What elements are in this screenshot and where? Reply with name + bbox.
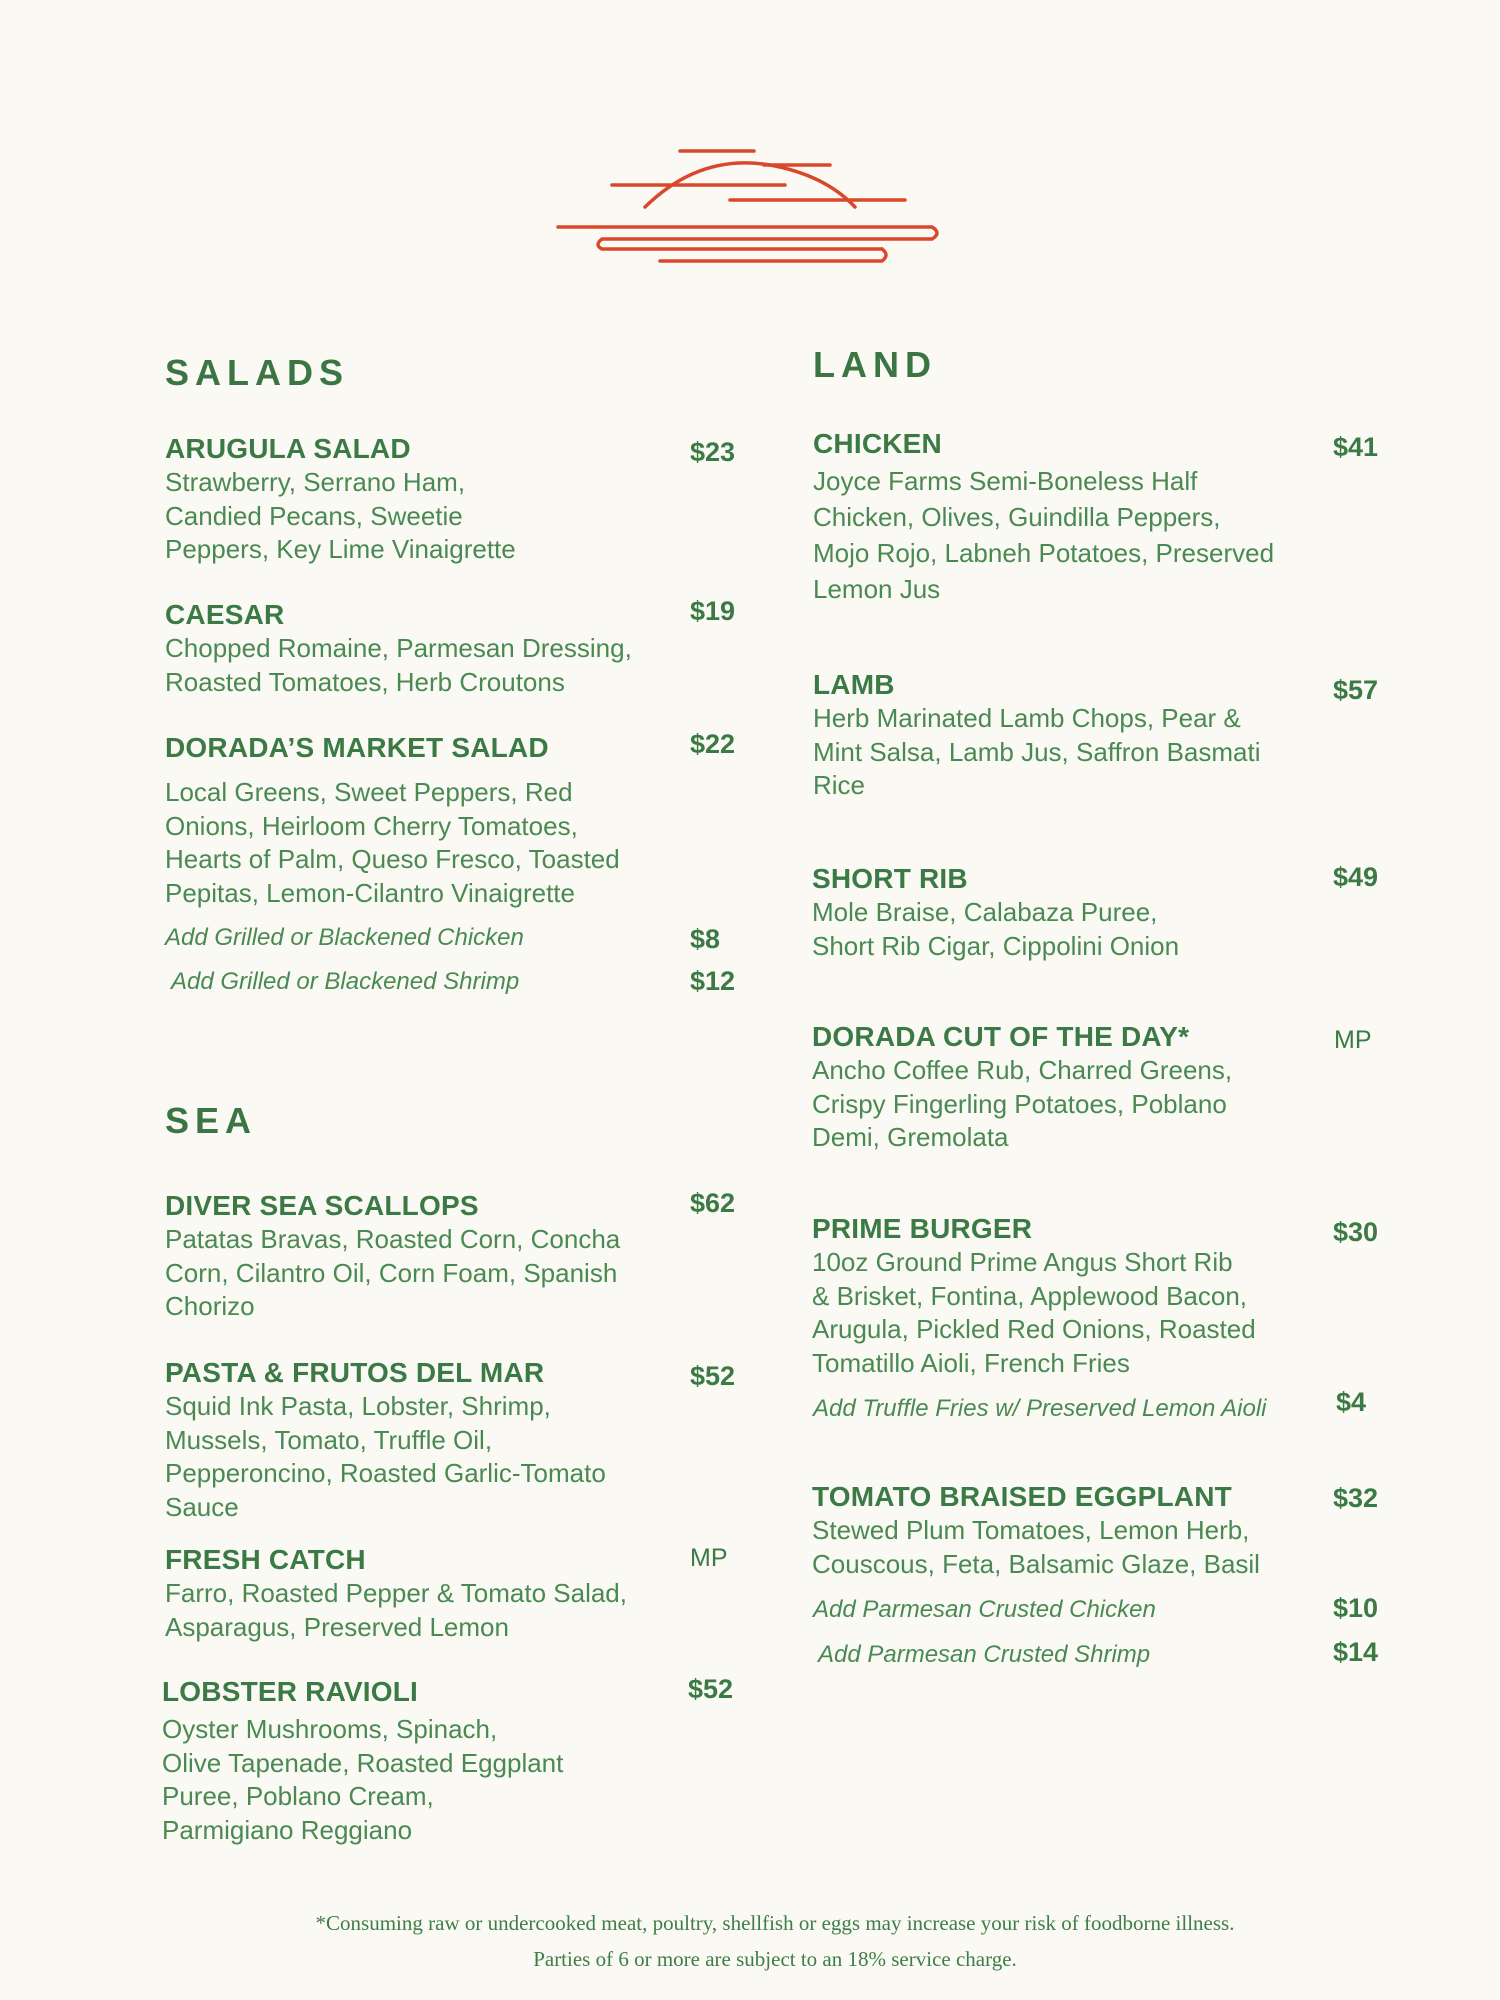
addon-price: $12 [690,966,736,996]
menu-item-lobster-ravioli [162,1675,682,1847]
menu-item-diver-sea-scallops [165,1189,685,1324]
menu-item-prime-burger [812,1212,1332,1380]
item-name: DORADA CUT OF THE DAY* [812,1021,1190,1052]
menu-item-pasta-frutos-del-mar [165,1356,685,1524]
menu-item-caesar [165,598,685,699]
item-name: SHORT RIB [812,863,968,894]
menu-item-dorada-cut-of-the-day [812,1020,1332,1155]
footer-foodborne-warning: *Consuming raw or undercooked meat, poultry, shellfish or eggs may increase your risk of foodborne illness. [315,1911,1235,1935]
menu-item-tomato-braised-eggplant [812,1480,1332,1581]
item-price: $62 [690,1188,736,1218]
menu-item-short-rib [812,862,1332,963]
addon-price: $14 [1333,1637,1379,1667]
addon-truffle-fries: Add Truffle Fries w/ Preserved Lemon Aioli [813,1395,1267,1422]
section-title-salads: SALADS [165,352,350,393]
section-title-sea: SEA [165,1100,258,1141]
footer-service-charge: Parties of 6 or more are subject to an 18% service charge. [533,1947,1017,1971]
addon-parmesan-chicken: Add Parmesan Crusted Chicken [813,1596,1156,1623]
item-price: $22 [690,729,736,759]
item-name: CAESAR [165,599,285,630]
item-description: Ancho Coffee Rub, Charred Greens, Crispy Fingerling Potatoes, Poblano Demi, Gremolata [812,1055,1233,1152]
addon-price: $8 [690,924,721,954]
item-name: PASTA & FRUTOS DEL MAR [165,1357,545,1388]
item-price: $57 [1333,675,1379,705]
item-name: PRIME BURGER [812,1213,1033,1244]
menu-item-fresh-catch [165,1543,685,1644]
item-description: Squid Ink Pasta, Lobster, Shrimp, Mussels, Tomato, Truffle Oil, Pepperoncino, Roasted Garlic-Tomato Sauce [165,1391,606,1522]
item-name: DIVER SEA SCALLOPS [165,1190,479,1221]
item-price: $52 [688,1674,734,1704]
menu-item-chicken [813,427,1333,607]
item-price: $32 [1333,1483,1379,1513]
addon-grilled-shrimp: Add Grilled or Blackened Shrimp [171,968,520,995]
addon-grilled-chicken: Add Grilled or Blackened Chicken [165,924,524,951]
item-description: Patatas Bravas, Roasted Corn, Concha Corn, Cilantro Oil, Corn Foam, Spanish Chorizo [165,1224,621,1321]
menu-item-lamb [813,668,1333,803]
item-name: LAMB [813,669,895,700]
item-price: MP [690,1544,728,1572]
sunset-logo-icon [550,145,950,275]
item-description: Joyce Farms Semi-Boneless Half Chicken, Olives, Guindilla Peppers, Mojo Rojo, Labneh Potatoes, Preserved Lemon Jus [813,466,1275,604]
item-description: Local Greens, Sweet Peppers, Red Onions, Heirloom Cherry Tomatoes, Hearts of Palm, Queso Fresco, Toasted Pepitas, Lemon-Cilantro Vinaigrette [165,777,620,908]
item-name: TOMATO BRAISED EGGPLANT [812,1481,1232,1512]
item-price: $49 [1333,862,1379,892]
item-price: $41 [1333,432,1379,462]
item-name: ARUGULA SALAD [165,433,411,464]
item-description: Farro, Roasted Pepper & Tomato Salad, Asparagus, Preserved Lemon [165,1578,627,1642]
menu-item-arugula-salad [165,432,685,567]
addon-parmesan-shrimp: Add Parmesan Crusted Shrimp [818,1641,1151,1668]
item-description: Stewed Plum Tomatoes, Lemon Herb, Couscous, Feta, Balsamic Glaze, Basil [812,1515,1260,1579]
item-description: Mole Braise, Calabaza Puree, Short Rib Cigar, Cippolini Onion [812,897,1180,961]
item-name: CHICKEN [813,428,942,459]
item-price: MP [1334,1026,1372,1054]
menu-item-market-salad [165,731,685,910]
item-description: Strawberry, Serrano Ham, Candied Pecans, Sweetie Peppers, Key Lime Vinaigrette [165,467,516,564]
item-price: $52 [690,1361,736,1391]
item-name: FRESH CATCH [165,1544,366,1575]
item-name: DORADA’S MARKET SALAD [165,732,549,763]
item-price: $19 [690,596,736,626]
item-description: 10oz Ground Prime Angus Short Rib & Brisket, Fontina, Applewood Bacon, Arugula, Pickled Red Onions, Roasted Tomatillo Aioli, French Fries [812,1247,1256,1378]
item-name: LOBSTER RAVIOLI [162,1676,419,1707]
section-title-land: LAND [813,344,937,385]
item-description: Chopped Romaine, Parmesan Dressing, Roasted Tomatoes, Herb Croutons [165,633,632,697]
item-price: $23 [690,437,736,467]
item-description: Herb Marinated Lamb Chops, Pear & Mint Salsa, Lamb Jus, Saffron Basmati Rice [813,703,1261,800]
addon-price: $10 [1333,1593,1379,1623]
item-description: Oyster Mushrooms, Spinach, Olive Tapenade, Roasted Eggplant Puree, Poblano Cream, Parmigiano Reggiano [162,1714,564,1845]
item-price: $30 [1333,1217,1379,1247]
addon-price: $4 [1336,1387,1367,1417]
